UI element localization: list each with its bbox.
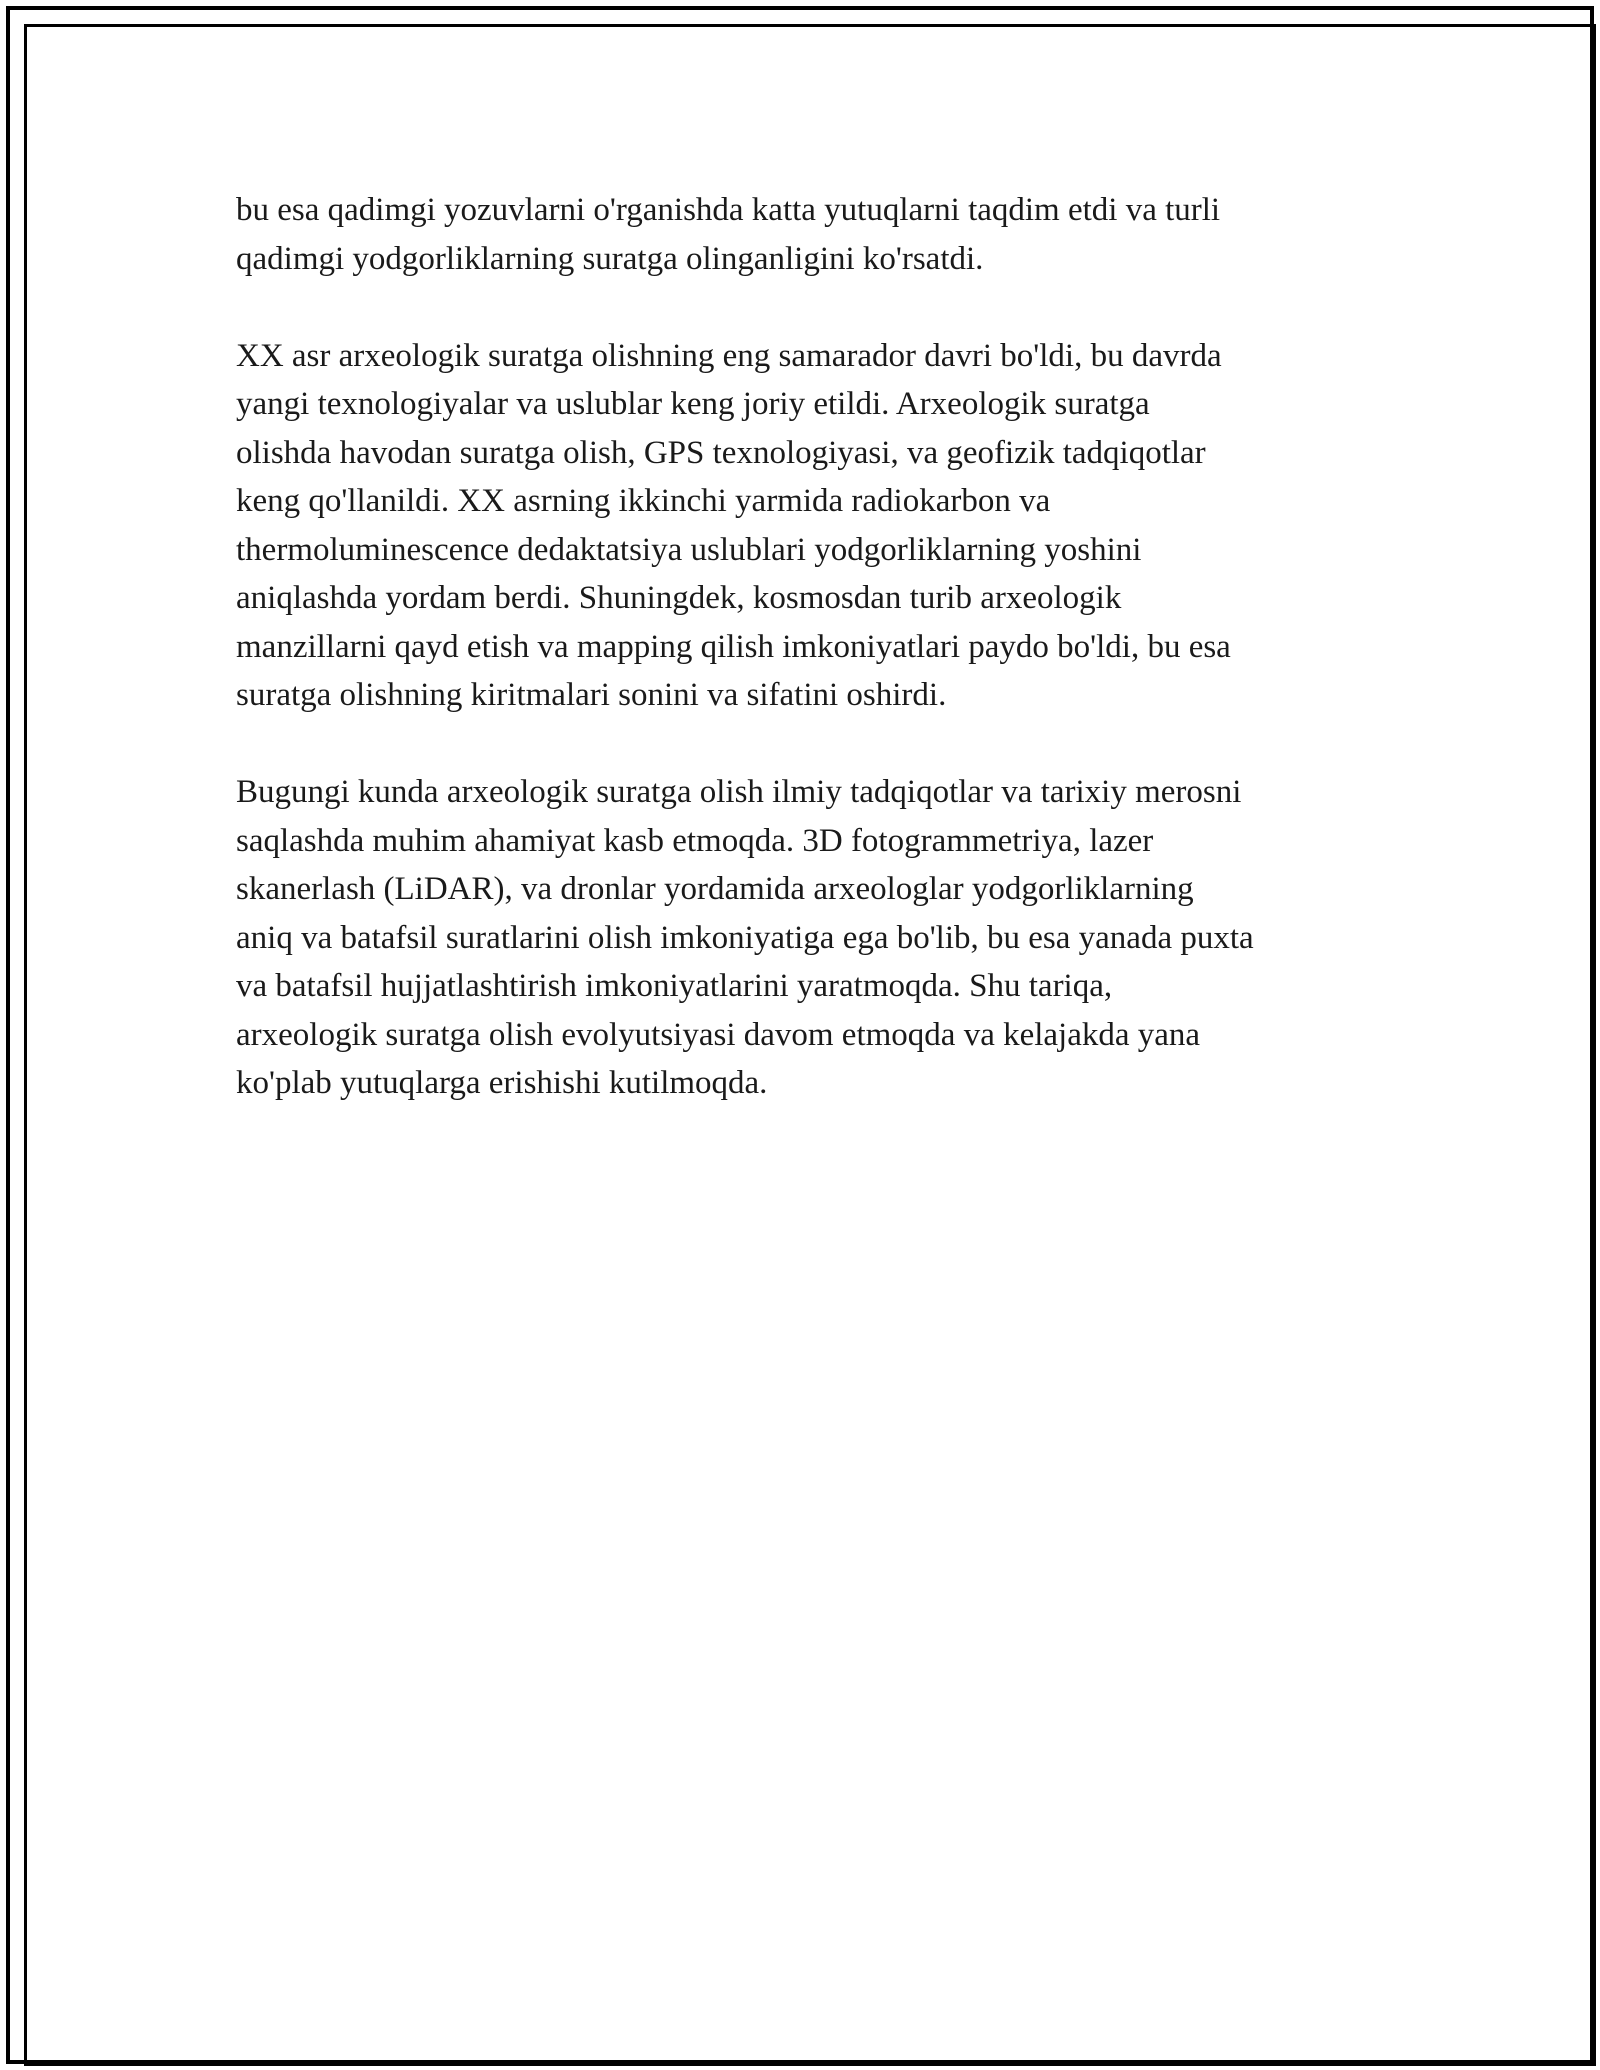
paragraph-line: aniqlashda yordam berdi. Shuningdek, kosmosdan turib arxeologik bbox=[236, 580, 1122, 616]
paragraph-line: va batafsil hujjatlashtirish imkoniyatlarini yaratmoqda. Shu tariqa, bbox=[236, 968, 1113, 1004]
paragraph-line: manzillarni qayd etish va mapping qilish imkoniyatlari paydo bo'ldi, bu esa bbox=[236, 628, 1231, 665]
paragraph-line: keng qo'llanildi. XX asrning ikkinchi yarmida radiokarbon va bbox=[236, 483, 1051, 519]
paragraph-line: bu esa qadimgi yozuvlarni o'rganishda katta yutuqlarni taqdim etdi va turli bbox=[236, 192, 1221, 228]
paragraph-3 bbox=[236, 768, 1386, 1108]
paragraph-line: aniq va batafsil suratlarini olish imkoniyatiga ega bo'lib, bu esa yanada puxta bbox=[236, 919, 1254, 956]
paragraph-line: ko'plab yutuqlarga erishishi kutilmoqda. bbox=[236, 1065, 768, 1101]
document-body bbox=[236, 186, 1386, 1156]
paragraph-line: thermoluminescence dedaktatsiya uslublari yodgorliklarning yoshini bbox=[236, 531, 1142, 568]
paragraph-line: qadimgi yodgorliklarning suratga olinganligini ko'rsatdi. bbox=[236, 240, 984, 277]
paragraph-line: skanerlash (LiDAR), va dronlar yordamida arxeologlar yodgorliklarning bbox=[236, 871, 1194, 907]
paragraph-line: saqlashda muhim ahamiyat kasb etmoqda. 3D fotogrammetriya, lazer bbox=[236, 822, 1154, 859]
paragraph-line: arxeologik suratga olish evolyutsiyasi davom etmoqda va kelajakda yana bbox=[236, 1016, 1201, 1053]
paragraph-line: Bugungi kunda arxeologik suratga olish ilmiy tadqiqotlar va tarixiy merosni bbox=[236, 774, 1242, 810]
paragraph-line: olishda havodan suratga olish, GPS texnologiyasi, va geofizik tadqiqotlar bbox=[236, 434, 1206, 471]
paragraph-line: XX asr arxeologik suratga olishning eng samarador davri bo'ldi, bu davrda bbox=[236, 337, 1222, 374]
paragraph-1 bbox=[236, 186, 1386, 283]
paragraph-line: suratga olishning kiritmalari sonini va sifatini oshirdi. bbox=[236, 677, 947, 713]
paragraph-line: yangi texnologiyalar va uslublar keng joriy etildi. Arxeologik suratga bbox=[236, 386, 1150, 422]
paragraph-2 bbox=[236, 332, 1386, 720]
